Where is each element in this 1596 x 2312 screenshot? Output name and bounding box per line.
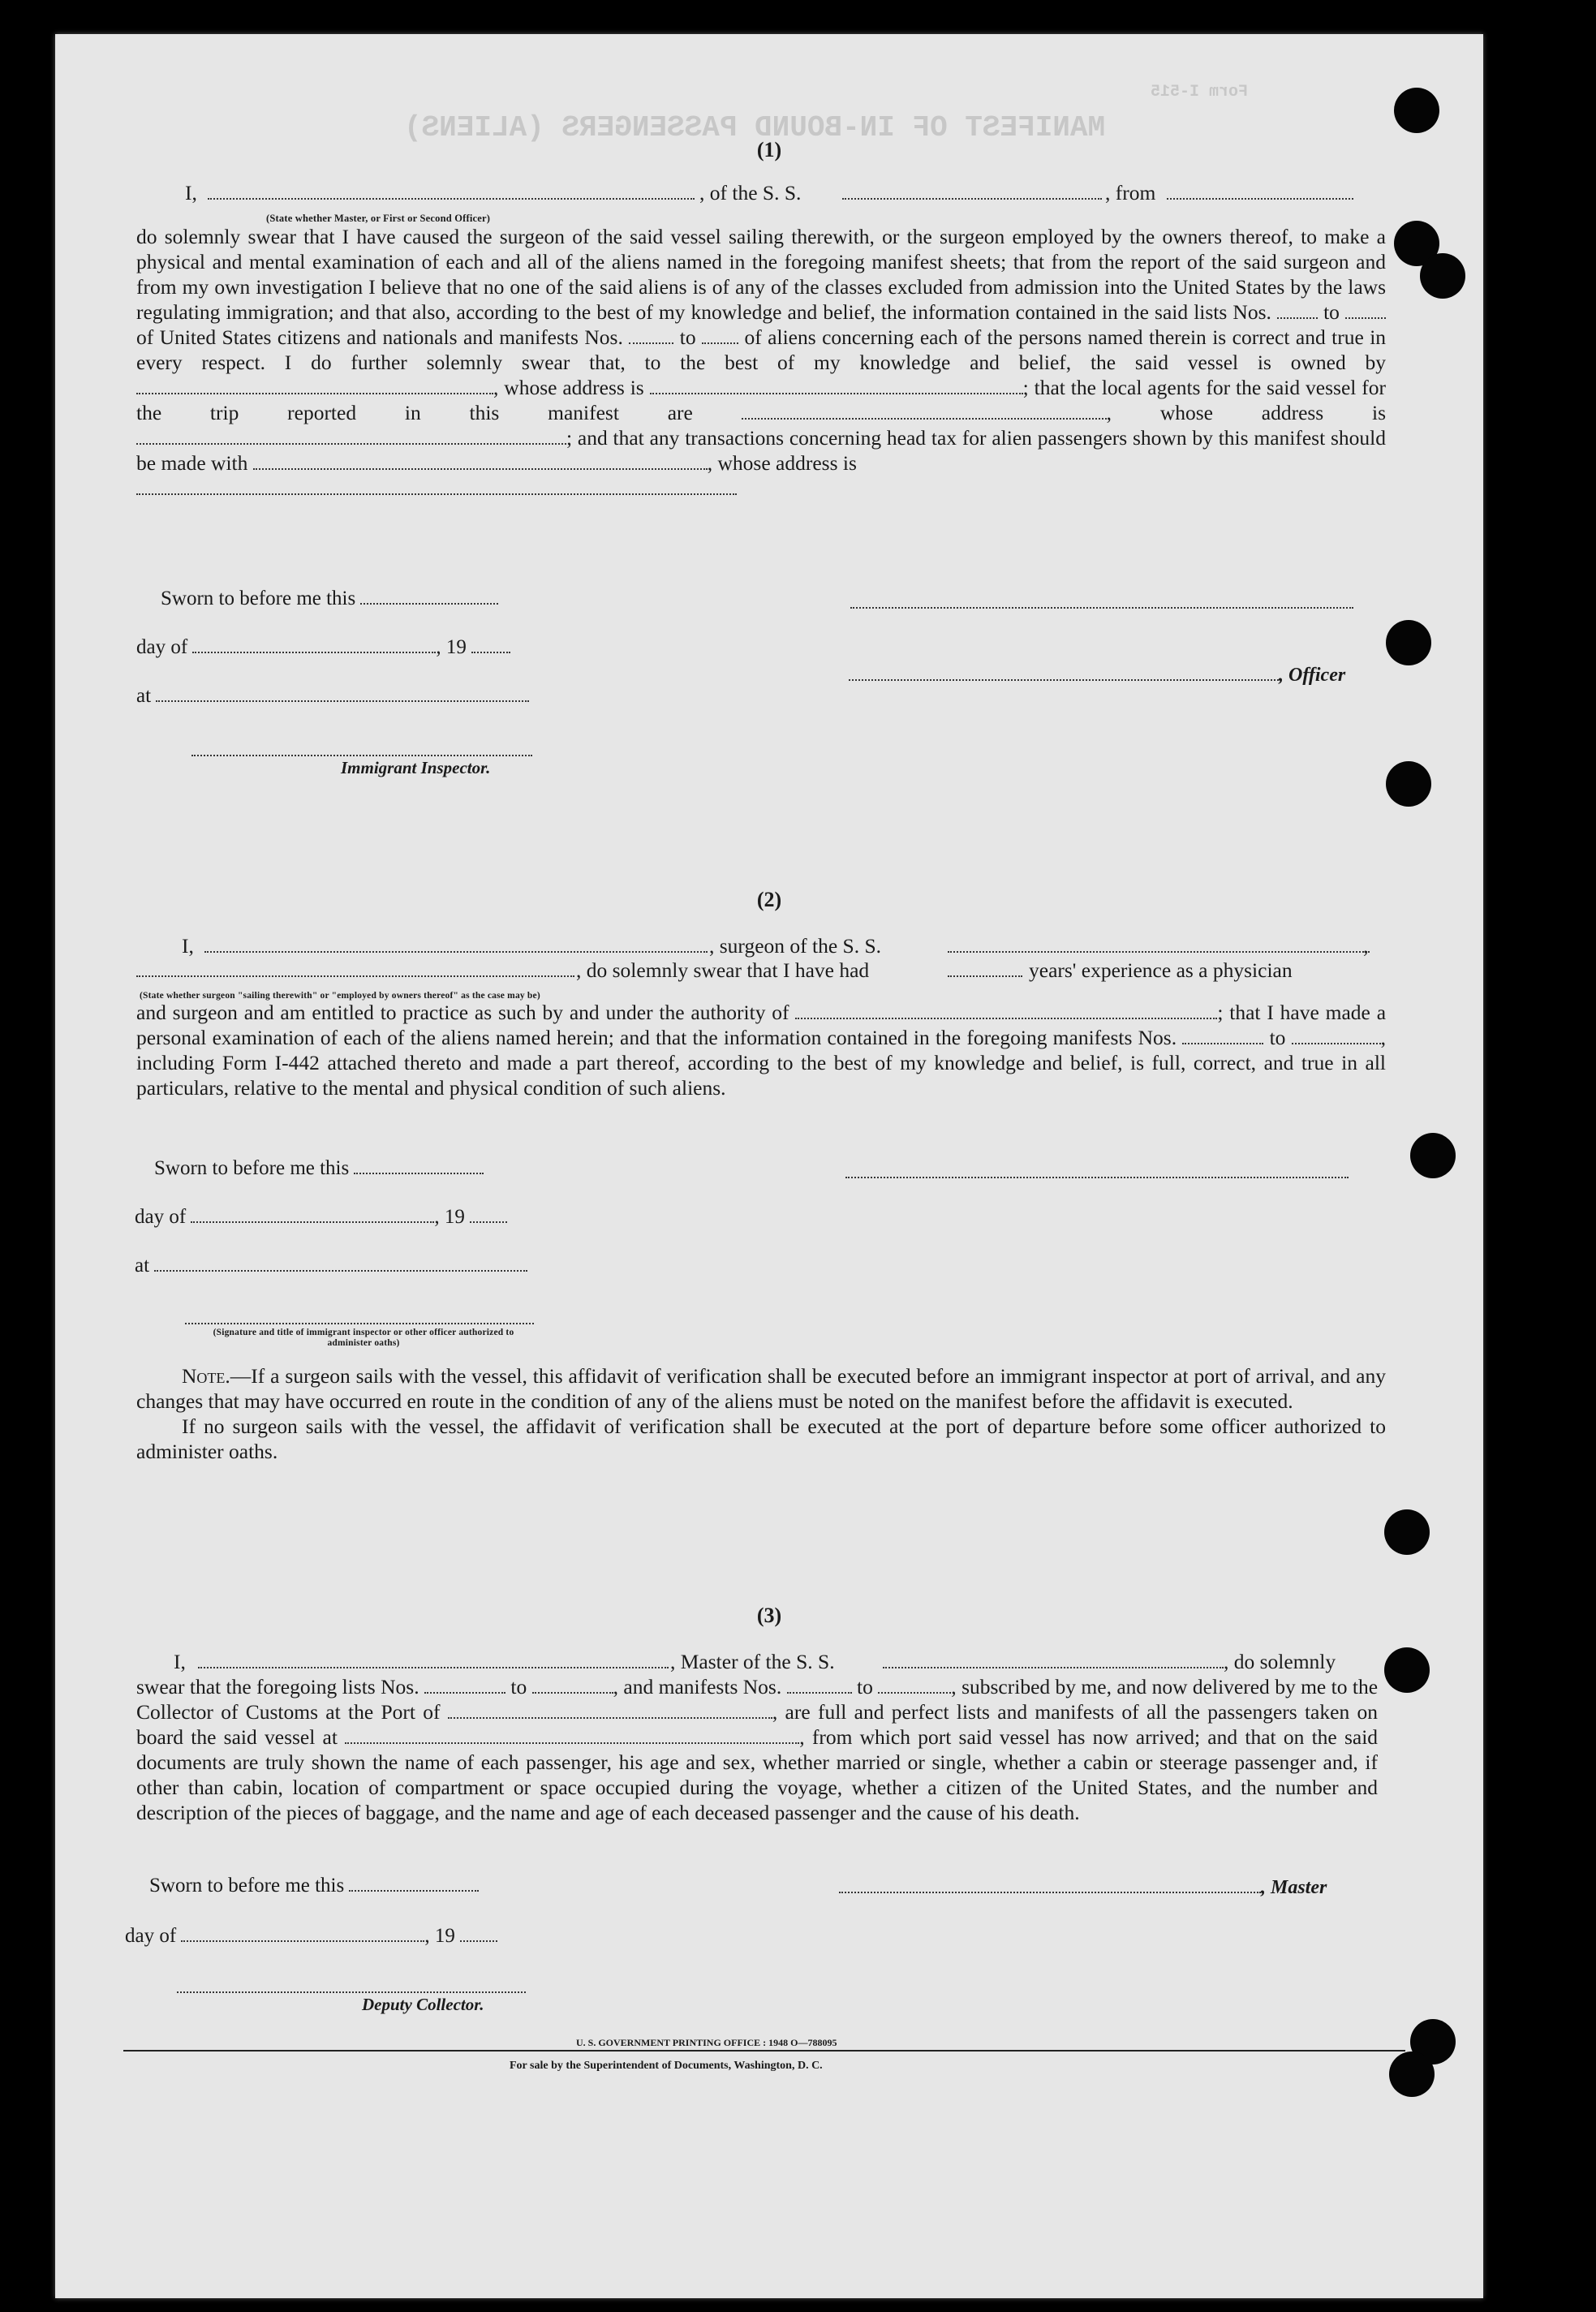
s1-inspector-signature-line[interactable]: [191, 755, 532, 756]
s1-from: , from: [1105, 181, 1156, 205]
s2-manifest-to-field[interactable]: [1292, 1028, 1381, 1044]
s1-head-tax-address-field[interactable]: [136, 479, 737, 495]
s1-sworn-line: Sworn to before me this: [161, 588, 498, 610]
s2-note-2: If no surgeon sails with the vessel, the affidavit of verification shall be executed at the port of departure before some officer authorized to administer oaths.: [136, 1414, 1386, 1463]
s3-manifests-to-field[interactable]: [878, 1677, 951, 1694]
punch-hole: [1386, 761, 1431, 807]
s1-vessel-name-field[interactable]: [842, 183, 1102, 200]
s1-to-2: to: [679, 325, 696, 349]
section-2-body: I, , surgeon of the S. S. , , do solemnly swear that I have had years' experience as a physician (State whether surgeon "sailing therewith" or "employed by owners thereof" as the case may be) and surgeon and am entitled to practice as such by and under the authority of ; that I have made a personal examination of each of the aliens named herein; and that the information contained in the foregoing manifests Nos. to , including Form I-442 attached thereto and made a part thereof, according to the best of my knowledge and belief, is full, correct, and true in all particulars, relative to the mental and physical condition of such aliens.: [136, 934, 1387, 1100]
s3-month-field[interactable]: [181, 1926, 424, 1942]
s1-from-field[interactable]: [1167, 183, 1353, 200]
s3-master-signature-field[interactable]: [839, 1877, 1261, 1893]
s2-paragraph: and surgeon and am entitled to practice as such by and under the authority of ; that I have made a personal examination of each of the aliens named herein; and that the information contained in the foregoing manifests Nos. to , including Form I-442 attached thereto and made a part thereof, according to the best of my knowledge and belief, is full, correct, and true in all particulars, relative to the mental and physical condition of such aliens.: [136, 1001, 1387, 1100]
punch-hole: [1410, 1133, 1456, 1178]
s2-signature-note: (Signature and title of immigrant inspector or other officer authorized to administer oaths): [213, 1328, 514, 1348]
s3-deputy-signature-line[interactable]: [177, 1991, 526, 1993]
s1-agents-address-field[interactable]: [136, 428, 566, 445]
s1-whose-address-1: , whose address is: [493, 376, 644, 399]
s2-at-line: at: [135, 1255, 527, 1277]
s1-text-5: ; and that any transactions concerning head tax for alien passengers shown by this manifest should be made with: [136, 426, 1386, 475]
s1-text-2: of United States citizens and nationals and manifests Nos.: [136, 325, 623, 349]
section-3-number: (3): [756, 1604, 782, 1627]
s2-day-of-line: day of , 19: [135, 1206, 507, 1229]
s2-sworn-date-field[interactable]: [354, 1158, 484, 1174]
bleed-through-text: MANIFEST OF IN-BOUND PASSENGERS (ALIENS): [404, 111, 1106, 144]
s1-head-tax-field[interactable]: [253, 454, 708, 470]
s2-sailing-status-field[interactable]: [136, 961, 574, 977]
s1-text-3: of aliens concerning each of the persons named therein is correct and true in every respect. I do further solemnly swear that, to the best of my knowledge and belief, the said vessel is owned by: [136, 325, 1387, 374]
punch-hole: [1384, 1509, 1430, 1555]
s2-month-field[interactable]: [191, 1207, 434, 1223]
s3-master-line: , Master: [839, 1876, 1327, 1899]
punch-hole: [1386, 620, 1431, 665]
s1-whose-address-2: whose address is: [1159, 401, 1387, 424]
s2-sworn-line: Sworn to before me this: [154, 1157, 484, 1180]
bleed-through-form-label: Form I-515: [1151, 83, 1249, 101]
s3-lists-from-field[interactable]: [424, 1677, 505, 1694]
s1-month-field[interactable]: [192, 637, 436, 653]
s2-vessel-field[interactable]: [948, 936, 1370, 953]
s1-officer-name-field[interactable]: [208, 183, 695, 200]
s1-at-field[interactable]: [156, 686, 529, 702]
s3-day-of-line: day of , 19: [125, 1925, 497, 1948]
punch-hole: [1394, 88, 1439, 133]
manifest-page: [55, 34, 1483, 2298]
punch-hole: [1389, 2052, 1435, 2097]
gpo-imprint: U. S. GOVERNMENT PRINTING OFFICE : 1948 O—788095: [576, 2037, 837, 2048]
s3-origin-port-field[interactable]: [345, 1728, 799, 1744]
s1-of-ss: , of the S. S.: [699, 181, 802, 205]
s1-day-of-line: day of , 19: [136, 636, 510, 659]
s1-officer-line: , Officer: [849, 664, 1345, 687]
s2-at-field[interactable]: [154, 1255, 527, 1272]
s2-note: [136, 1363, 1386, 1464]
punch-hole: [1384, 1647, 1430, 1693]
s1-text-4: that the local agents for the said vessel for the trip reported in this manifest are: [136, 376, 1386, 424]
s2-note-label: Note.: [182, 1364, 230, 1388]
s2-signature-line[interactable]: [185, 1323, 534, 1324]
s3-lists-to-field[interactable]: [532, 1677, 613, 1694]
s1-sworn-date-field[interactable]: [360, 588, 498, 605]
s1-text-1: do solemnly swear that I have caused the surgeon of the said vessel sailing therewith, or the surgeon employed by the owners thereof, to make a physical and mental examination of each and all of the aliens named in the foregoing manifest sheets; that from the report of the said surgeon and from my own investigation I believe that no one of the said aliens is of any of the classes excluded from admission into the United States by the laws regulating immigration; and that also, according to the best of my knowledge and belief, the information contained in the said lists Nos.: [136, 225, 1386, 324]
s3-deputy-label: Deputy Collector.: [362, 1995, 484, 2014]
s1-officer-signature-line[interactable]: [850, 607, 1353, 609]
s1-officer-field[interactable]: [849, 665, 1279, 681]
s3-year-field[interactable]: [460, 1926, 497, 1942]
footer-rule: [123, 2050, 1405, 2052]
s3-paragraph: swear that the foregoing lists Nos. to , and manifests Nos. to , subscribed by me, and now delivered by me to the Collector of Customs at the Port of , are full and perfect lists and manifests of all the passengers taken on board the said vessel at , from which port said vessel has now arrived; and that on the said documents are truly shown the name of each passenger, his age and sex, whether married or single, whether a cabin or steerage passenger and, if other than cabin, location of compartment or space occupied during the voyage, whether a citizen of the United States, and the number and description of the pieces of baggage, and the name and age of each deceased passenger and the cause of his death.: [136, 1675, 1379, 1824]
s3-vessel-field[interactable]: [883, 1652, 1224, 1668]
s1-inspector-label: Immigrant Inspector.: [341, 758, 491, 777]
s2-surgeon-note: (State whether surgeon "sailing therewith" or "employed by owners thereof" as the case may be): [140, 991, 540, 1001]
s3-sworn-line: Sworn to before me this: [149, 1875, 479, 1897]
section-1-body: [136, 180, 1386, 501]
s2-officer-signature-line[interactable]: [845, 1177, 1349, 1178]
s3-port-field[interactable]: [448, 1703, 772, 1719]
s3-manifests-from-field[interactable]: [787, 1677, 852, 1694]
punch-hole: [1420, 253, 1465, 299]
s3-master-name-field[interactable]: [198, 1652, 669, 1668]
s2-manifest-from-field[interactable]: [1182, 1028, 1263, 1044]
section-3-body: I, , Master of the S. S. , do solemnly swear that the foregoing lists Nos. to , and manifests Nos. to , subscribed by me, and now delivered by me to the Collector of Customs at the Port of , are full and perfect lists and manifests of all the passengers taken on board the said vessel at , from which port said vessel has now arrived; and that on the said documents are truly shown the name of each passenger, his age and sex, whether married or single, whether a cabin or steerage passenger and, if other than cabin, location of compartment or space occupied during the voyage, whether a citizen of the United States, and the number and description of the pieces of baggage, and the name and age of each deceased passenger and the cause of his death.: [136, 1650, 1379, 1824]
s1-year-field[interactable]: [471, 637, 510, 653]
s1-at-line: at: [136, 685, 529, 708]
s2-note-1: —If a surgeon sails with the vessel, this affidavit of verification shall be executed before an immigrant inspector at port of arrival, and any changes that may have occurred en route in the condition of any of the aliens must be noted on the manifest before the affidavit is executed.: [136, 1364, 1386, 1413]
s2-surgeon-name-field[interactable]: [204, 936, 708, 953]
s1-paragraph: do solemnly swear that I have caused the surgeon of the said vessel sailing therewith, or the surgeon employed by the owners thereof, to make a physical and mental examination of each and all of the aliens named in the foregoing manifest sheets; that from the report of the said surgeon and from my own investigation I believe that no one of the said aliens is of any of the classes excluded from admission into the United States by the laws regulating immigration; and that also, according to the best of my knowledge and belief, the information contained in the said lists Nos. to of United States citizens and nationals and manifests Nos. to of aliens concerning each of the persons named therein is correct and true in every respect. I do further solemnly swear that, to the best of my knowledge and belief, the said vessel is owned by , whose address is ; that the local agents for the said vessel for the trip reported in this manifest are , whose address is ; and that any transactions concerning head tax for alien passengers shown by this manifest should be made with , whose address is: [136, 224, 1386, 501]
s1-master-note: (State whether Master, or First or Second Officer): [266, 213, 491, 224]
s1-i: I,: [185, 181, 197, 205]
section-2-number: (2): [756, 888, 782, 911]
s2-year-field[interactable]: [470, 1207, 507, 1223]
s1-agents-field[interactable]: [742, 403, 1107, 420]
s1-owner-field[interactable]: [136, 378, 493, 394]
section-1-number: (1): [756, 138, 782, 161]
s3-sworn-date-field[interactable]: [349, 1875, 479, 1892]
s2-authority-field[interactable]: [795, 1003, 1217, 1019]
s1-to-1: to: [1323, 300, 1340, 324]
s1-owner-address-field[interactable]: [650, 378, 1023, 394]
s2-years-field[interactable]: [948, 961, 1022, 977]
s1-whose-address-3: , whose address is: [707, 451, 857, 475]
sale-notice: For sale by the Superintendent of Documents, Washington, D. C.: [510, 2060, 823, 2072]
